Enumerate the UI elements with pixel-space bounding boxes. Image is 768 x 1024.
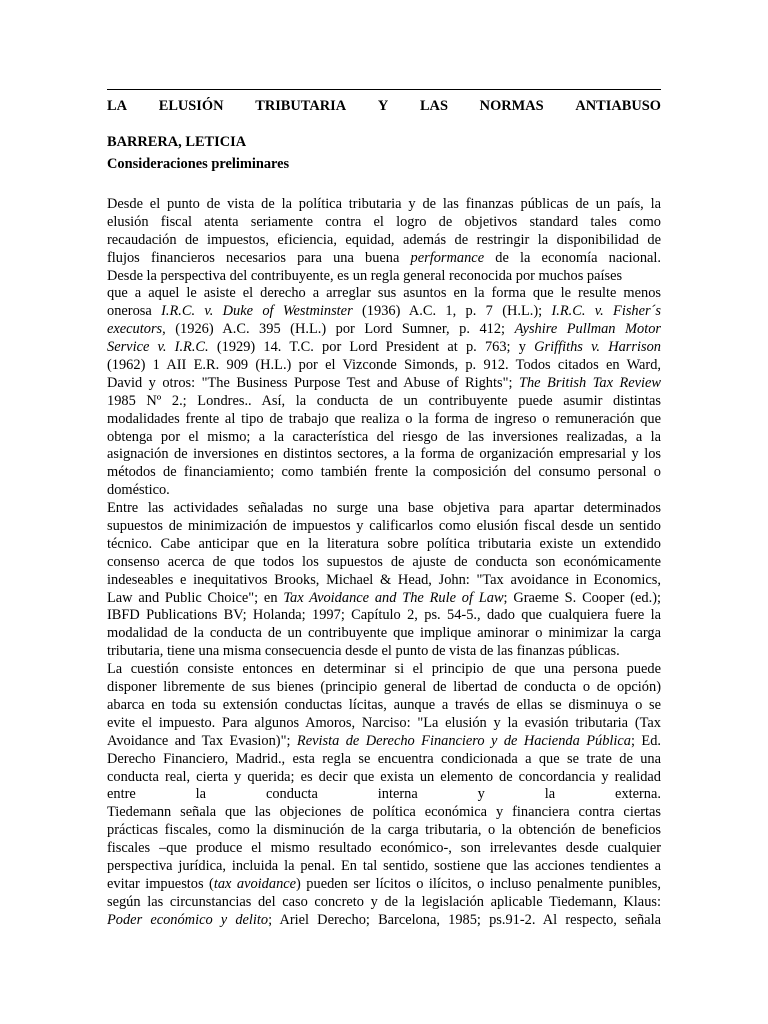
title-word: Y [377, 98, 389, 114]
text-line [107, 500, 661, 518]
italic-text: executors [107, 321, 163, 338]
text-line [107, 625, 661, 643]
title-word: NORMAS [479, 98, 544, 114]
text-line [107, 715, 661, 733]
italic-text: Revista de Derecho Financiero y de Hacienda Pública [296, 732, 631, 749]
text-line [107, 840, 661, 858]
text-segment: IBFD Publications BV; Holanda; 1997; Capítulo 2, ps. 54-5., dado que cualquiera fuere la [107, 607, 661, 624]
text-line [107, 196, 661, 214]
text-segment: elusión fiscal atenta seriamente contra el logro de objetivos standard tales como [107, 213, 661, 230]
title-word: LA [107, 98, 127, 114]
text-segment: prácticas fiscales, como la disminución de la carga tributaria, o la obtención de beneficios [107, 822, 661, 839]
text-segment: tributaria, tiene una misma consecuencia desde el punto de vista de las finanzas públicas. [107, 643, 620, 660]
italic-text: Service v. I.R.C. [107, 339, 209, 356]
text-segment: 1985 Nº 2.; Londres.. Así, la conducta de un contribuyente puede asumir distintas [107, 392, 661, 409]
text-segment: asignación de inversiones en distintos sectores, a la forma de organización empresarial y los [107, 446, 661, 463]
text-line [107, 590, 661, 608]
document-title [107, 97, 661, 115]
italic-text: Tax Avoidance and The Rule of Law [283, 589, 504, 606]
text-segment: Avoidance and Tax Evasion)"; [107, 732, 297, 749]
italic-text: tax avoidance [213, 875, 297, 892]
text-line [107, 697, 661, 715]
text-segment: ; Ariel Derecho; Barcelona, 1985; ps.91-2. Al respecto, señala [268, 911, 661, 928]
text-line [107, 858, 661, 876]
text-line [107, 518, 661, 536]
text-segment: fiscales –que produce el mismo resultado económico-, son irrelevantes desde cualquier [107, 840, 661, 857]
text-line [107, 751, 661, 769]
text-line [107, 894, 661, 912]
text-line [107, 232, 661, 250]
text-segment: (1929) 14. T.C. por Lord President at p. 763; y [208, 339, 535, 356]
text-segment: Tiedemann señala que las objeciones de política económica y financiera contra ciertas [107, 804, 661, 821]
text-line [107, 554, 661, 572]
text-line [107, 357, 661, 375]
text-line [107, 804, 661, 822]
text-line [107, 786, 661, 804]
text-segment: supuestos de minimización de impuestos y calificarlos como elusión fiscal desde un sentido [107, 518, 661, 535]
text-segment: David y otros: "The Business Purpose Test and Abuse of Rights"; [107, 374, 519, 391]
title-word: TRIBUTARIA [255, 98, 347, 114]
text-line [107, 464, 661, 482]
text-line [107, 339, 661, 357]
text-segment: modalidad de la conducta de un contribuyente que implique aminorar o minimizar la carga [107, 625, 661, 642]
text-segment: ; Ed. [630, 732, 661, 749]
text-segment: de la economía nacional. [484, 249, 661, 266]
text-line [107, 411, 661, 429]
header-rule [107, 89, 661, 90]
text-segment: disponer libremente de sus bienes (principio general de libertad de conducta o de opción) [107, 679, 661, 696]
text-line [107, 429, 661, 447]
text-segment: , (1926) A.C. 395 (H.L.) por Lord Sumner, p. 412; [162, 321, 515, 338]
italic-text: I.R.C. v. Duke of Westminster [161, 303, 353, 320]
text-segment: según las circunstancias del caso concreto y de la legislación aplicable Tiedemann, Klaus: [107, 893, 661, 910]
text-segment: conducta real, cierta y querida; es decir que exista un elemento de concordancia y realidad [107, 768, 661, 785]
text-segment: indeseables e inequitativos Brooks, Michael & Head, John: "Tax avoidance in Economics, [107, 571, 661, 588]
text-line [107, 769, 661, 787]
title-word: ELUSIÓN [158, 98, 224, 114]
text-segment: Derecho Financiero, Madrid., esta regla se encuentra condicionada a que se trate de una [107, 750, 661, 767]
title-word: LAS [419, 98, 448, 114]
text-line [107, 912, 661, 930]
text-segment: onerosa [107, 303, 162, 320]
text-segment: consenso acerca de que todos los supuestos de ajuste de conducta son económicamente [107, 553, 661, 570]
text-line [107, 661, 661, 679]
text-line [107, 733, 661, 751]
text-segment: La cuestión consiste entonces en determinar si el principio de que una persona puede [107, 661, 661, 678]
text-segment: modalidades frente al tipo de trabajo que realiza o la forma de ingreso o remuneración que [107, 410, 661, 427]
text-line [107, 643, 661, 661]
text-segment: ; Graeme S. Cooper (ed.); [503, 589, 661, 606]
text-line [107, 321, 661, 339]
author-name: BARRERA, LETICIA [107, 134, 247, 150]
text-line [107, 822, 661, 840]
text-segment: abarca en toda su extensión conductas lícitas, aunque a través de ellas se disminuya o se [107, 696, 661, 713]
text-segment: doméstico. [107, 482, 170, 499]
text-segment: Law and Public Choice"; en [107, 589, 284, 606]
italic-text: performance [410, 249, 485, 266]
text-line [107, 607, 661, 625]
text-line [107, 285, 661, 303]
body-text [107, 196, 661, 930]
italic-text: Poder económico y delito [107, 911, 269, 928]
text-line [107, 303, 661, 321]
text-line [107, 876, 661, 894]
text-segment: evite el impuesto. Para algunos Amoros, Narciso: "La elusión y la evasión tributaria (Tax [107, 714, 661, 731]
text-segment: técnico. Cabe anticipar que en la literatura sobre política tributaria existe un extendido [107, 535, 661, 552]
text-segment: recaudación de impuestos, eficiencia, equidad, además de restringir la disponibilidad de [107, 231, 661, 248]
text-line [107, 214, 661, 232]
text-segment: obtenga por el mismo; a la característica del riesgo de las inversiones realizadas, a la [107, 428, 661, 445]
text-segment: que a aquel le asiste el derecho a arreglar sus asuntos en la forma que le resulte menos [107, 285, 661, 302]
text-segment: flujos financieros necesarios para una buena [107, 249, 411, 266]
text-segment: Entre las actividades señaladas no surge una base objetiva para apartar determinados [107, 500, 661, 517]
text-segment: evitar impuestos ( [107, 875, 214, 892]
text-line [107, 268, 661, 286]
text-segment: métodos de financiamiento; como también frente la composición del consumo personal o [107, 464, 661, 481]
italic-text: Griffiths v. Harrison [534, 339, 661, 356]
text-line [107, 679, 661, 697]
text-segment: Desde la perspectiva del contribuyente, es un regla general reconocida por muchos países [107, 267, 623, 284]
italic-text: I.R.C. v. Fisher´s [551, 303, 661, 320]
text-line [107, 250, 661, 268]
text-line [107, 482, 661, 500]
text-line [107, 536, 661, 554]
text-line [107, 572, 661, 590]
text-segment: ) pueden ser lícitos o ilícitos, o incluso penalmente punibles, [296, 875, 661, 892]
italic-text: The British Tax Review [518, 374, 661, 391]
text-segment: (1962) 1 AII E.R. 909 (H.L.) por el Vizconde Simonds, p. 912. Todos citados en Ward, [107, 357, 661, 374]
text-line [107, 446, 661, 464]
italic-text: Ayshire Pullman Motor [514, 321, 661, 338]
text-segment: Desde el punto de vista de la política tributaria y de las finanzas públicas de un país, la [107, 196, 661, 212]
section-heading: Consideraciones preliminares [107, 156, 290, 172]
title-word: ANTIABUSO [575, 98, 661, 114]
text-segment: entre la conducta interna y la externa. [107, 786, 661, 803]
text-line [107, 393, 661, 411]
text-segment: (1936) A.C. 1, p. 7 (H.L.); [352, 303, 552, 320]
text-line [107, 375, 661, 393]
text-segment: perspectiva jurídica, incluida la penal. En tal sentido, sostiene que las acciones tendientes a [107, 857, 661, 874]
